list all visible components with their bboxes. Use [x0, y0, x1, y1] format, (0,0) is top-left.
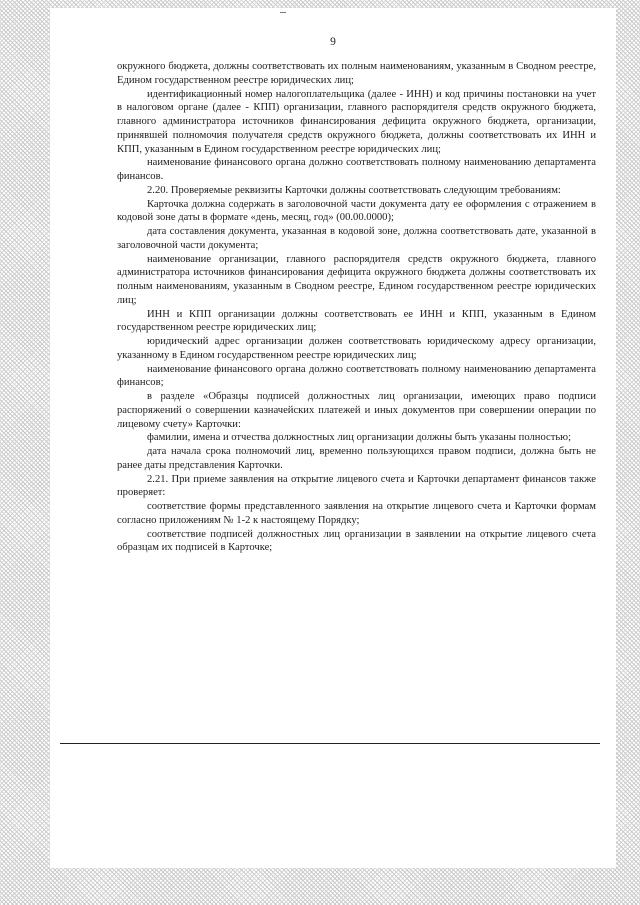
document-page: [50, 8, 616, 868]
paragraph: наименование финансового органа должно соответствовать полному наименованию департамента финансов;: [117, 363, 596, 389]
paragraph: наименование организации, главного распорядителя средств окружного бюджета, главного администратора источников финансирования дефицита окружного бюджета должны соответствовать их полным наименованиям, указанным в Сводном реестре, Едином государственном реестре юридических лиц;: [117, 253, 596, 306]
footer-rule: [60, 743, 600, 744]
paragraph: идентификационный номер налогоплательщика (далее - ИНН) и код причины постановки на учет в налоговом органе (далее - КПП) организации, главного распорядителя средств окружного бюджета, главного администратора источников финансирования дефицита окружного бюджета, организации, принявшей полномочия получателя средств окружного бюджета, должны соответствовать их ИНН и КПП, указанным в Едином государственном реестре юридических лиц;: [117, 88, 596, 155]
paragraph: 2.21. При приеме заявления на открытие лицевого счета и Карточки департамент финансов также проверяет:: [117, 473, 596, 499]
paragraph: соответствие формы представленного заявления на открытие лицевого счета и Карточки формам согласно приложениям № 1-2 к настоящему Порядку;: [117, 501, 596, 526]
paragraph: фамилии, имена и отчества должностных лиц организации должны быть указаны полностью;: [147, 432, 572, 444]
paragraph: соответствие подписей должностных лиц организации в заявлении на открытие лицевого счета образцам их подписей в Карточке;: [117, 528, 596, 554]
paragraph: дата начала срока полномочий лиц, временно пользующихся правом подписи, должна быть не ранее даты представления Карточки.: [117, 446, 596, 471]
paragraph: в разделе «Образцы подписей должностных лиц организации, имеющих право подписи распоряжений о совершении казначейских платежей и иных документов при совершении операции по лицевому счету» Карточки:: [117, 391, 596, 430]
paragraph: 2.20. Проверяемые реквизиты Карточки должны соответствовать следующим требованиям:: [147, 184, 561, 196]
paragraph: дата составления документа, указанная в кодовой зоне, должна соответствовать дате, указанной в заголовочной части документа;: [117, 226, 596, 251]
document-body: [117, 60, 596, 555]
page-number: 9: [330, 36, 336, 48]
paragraph: наименование финансового органа должно соответствовать полному наименованию департамента финансов.: [117, 157, 596, 182]
paragraph: ИНН и КПП организации должны соответствовать ее ИНН и КПП, указанным в Едином государственном реестре юридических лиц;: [117, 308, 596, 334]
paragraph: Карточка должна содержать в заголовочной части документа дату ее оформления с отражением в кодовой зоне даты в формате «день, месяц, год» (00.00.0000);: [117, 198, 596, 224]
paragraph: юридический адрес организации должен соответствовать юридическому адресу организации, указанному в Едином государственном реестре юридических лиц;: [117, 336, 596, 361]
scan-artifact-mark: [280, 12, 286, 13]
paragraph: окружного бюджета, должны соответствовать их полным наименованиям, указанным в Сводном реестре, Едином государственном реестре юридических лиц;: [117, 61, 596, 86]
